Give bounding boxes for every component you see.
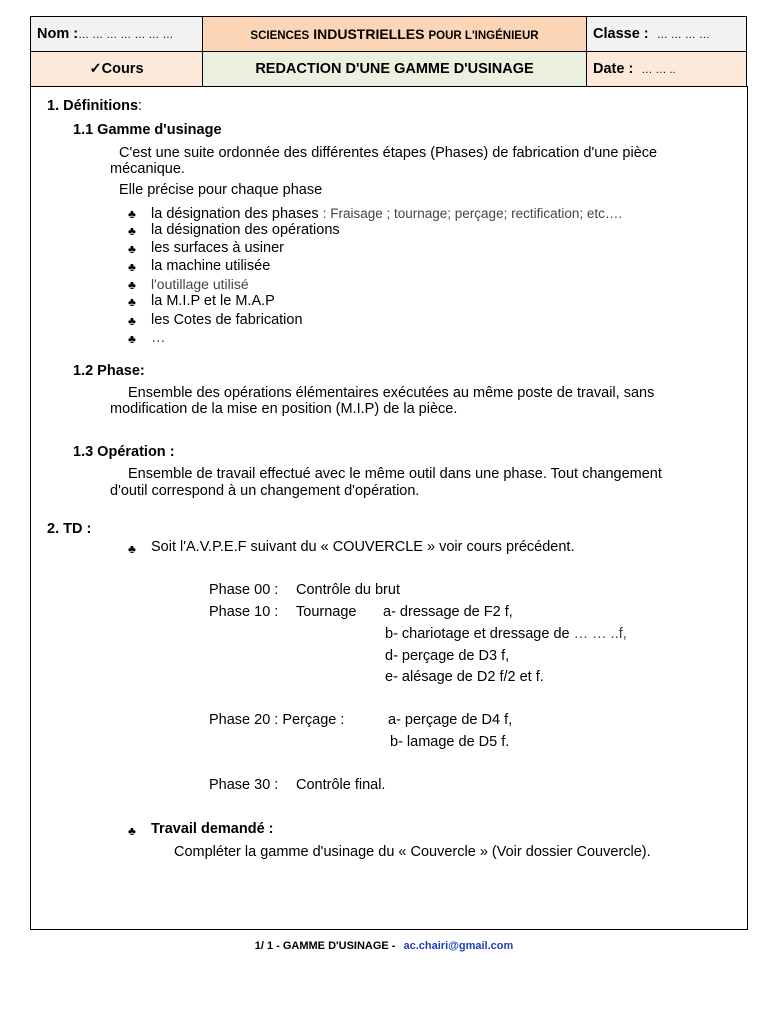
sub12-line1: Ensemble des opérations élémentaires exécutées au même poste de travail, sans (128, 385, 655, 401)
subject-main: INDUSTRIELLES (313, 25, 425, 42)
club-bullet-icon: ♣ (128, 542, 136, 556)
list-item: la désignation des phases : Fraisage ; tournage; perçage; rectification; etc…. (151, 206, 623, 222)
sub13-line1: Ensemble de travail effectué avec le même outil dans une phase. Tout changement (128, 466, 662, 482)
club-bullet-icon: ♣ (128, 332, 136, 346)
classe-label: Classe : (593, 26, 649, 42)
classe-cell (587, 17, 747, 52)
cours-label: Cours (101, 61, 144, 77)
nom-label: Nom : (37, 26, 79, 42)
phase20-label: Phase 20 : Perçage : (209, 712, 345, 728)
phase10-op: d- perçage de D3 f, (385, 648, 510, 664)
phase00-text: Contrôle du brut (296, 582, 400, 598)
document-title: REDACTION D'UNE GAMME D'USINAGE (255, 61, 534, 77)
nom-dots: … … … … … … … (78, 29, 174, 41)
club-bullet-icon: ♣ (128, 260, 136, 274)
club-bullet-icon: ♣ (128, 207, 136, 221)
date-dots: … … .. (641, 64, 676, 76)
page-footer (0, 940, 768, 952)
sub13-heading: 1.3 Opération : (73, 444, 175, 460)
header-table (30, 16, 747, 87)
check-icon: ✓ (89, 61, 102, 77)
travail-heading: Travail demandé : (151, 821, 274, 837)
subject-post: POUR L'INGÉNIEUR (428, 29, 539, 42)
section2-heading: 2. TD : (47, 521, 92, 537)
list-item: les surfaces à usiner (151, 240, 284, 256)
sub11-heading: 1.1 Gamme d'usinage (73, 122, 222, 138)
nom-cell (31, 17, 203, 52)
phase30-text: Contrôle final. (296, 777, 386, 793)
list-item: les Cotes de fabrication (151, 312, 303, 328)
page-number: 1/ 1 (254, 940, 274, 952)
subject-pre: SCIENCES (250, 29, 310, 42)
td-intro: Soit l'A.V.P.E.F suivant du « COUVERCLE » voir cours précédent. (151, 539, 575, 555)
list-item: la machine utilisée (151, 258, 271, 274)
title-cell (203, 52, 587, 87)
phase30-label: Phase 30 : (209, 777, 279, 793)
date-label: Date : (593, 61, 634, 77)
travail-text: Compléter la gamme d'usinage du « Couvercle » (Voir dossier Couvercle). (174, 844, 651, 860)
club-bullet-icon: ♣ (128, 224, 136, 238)
club-bullet-icon: ♣ (128, 824, 136, 838)
phase20-op: b- lamage de D5 f. (390, 734, 510, 750)
list-item: l'outillage utilisé (151, 276, 249, 292)
list-item: la désignation des opérations (151, 222, 340, 238)
sub11-line2: mécanique. (110, 161, 185, 177)
club-bullet-icon: ♣ (128, 295, 136, 309)
phase10-op: e- alésage de D2 f/2 et f. (385, 669, 544, 685)
list-item: la M.I.P et le M.A.P (151, 293, 275, 309)
club-bullet-icon: ♣ (128, 314, 136, 328)
sub13-line2: d'outil correspond à un changement d'opération. (110, 483, 420, 499)
phase10-op: a- dressage de F2 f, (383, 604, 513, 620)
sub12-line2: modification de la mise en position (M.I.P) de la pièce. (110, 401, 458, 417)
footer-title: - GAMME D'USINAGE - (273, 940, 396, 952)
club-bullet-icon: ♣ (128, 242, 136, 256)
sub11-intro: Elle précise pour chaque phase (119, 182, 323, 198)
date-cell (587, 52, 747, 87)
sub11-line1: C'est une suite ordonnée des différentes étapes (Phases) de fabrication d'une pièce (119, 145, 658, 161)
club-bullet-icon: ♣ (128, 278, 136, 292)
email-link[interactable]: ac.chairi@gmail.com (403, 940, 514, 952)
list-item: … (151, 330, 166, 346)
classe-dots: … … … … (656, 29, 710, 41)
section1-heading: 1. Définitions: (47, 98, 143, 114)
sub12-heading: 1.2 Phase: (73, 363, 145, 379)
phase20-op: a- perçage de D4 f, (388, 712, 513, 728)
phase10-label: Phase 10 : (209, 604, 279, 620)
cours-cell (31, 52, 203, 87)
phase00-label: Phase 00 : (209, 582, 279, 598)
phase10-name: Tournage (296, 604, 357, 620)
subject-cell (203, 17, 587, 52)
phase10-op: b- chariotage et dressage de … … ..f, (385, 626, 627, 642)
